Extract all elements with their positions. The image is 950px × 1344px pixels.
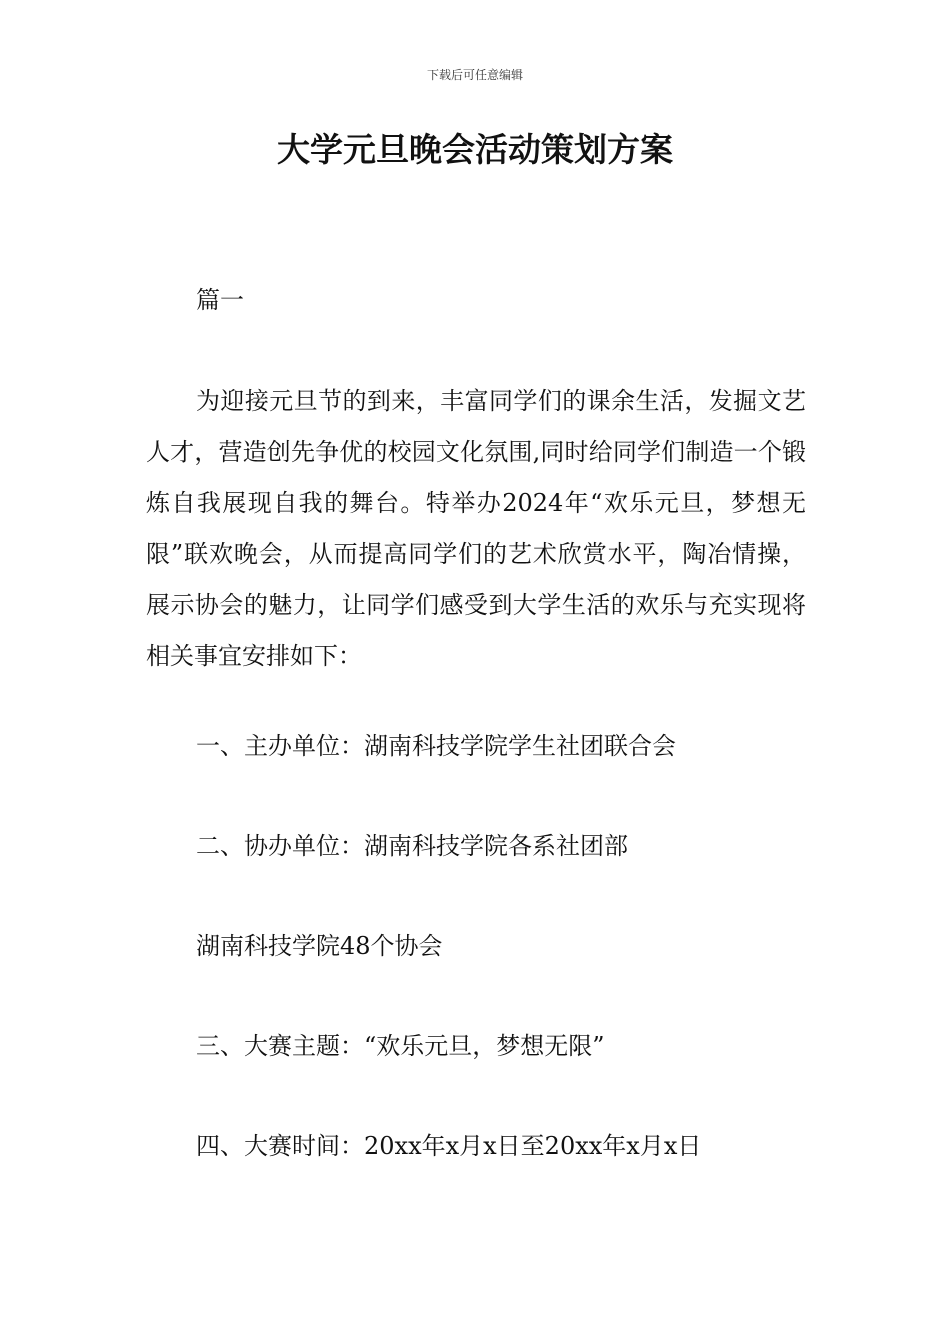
header-note: 下载后可任意编辑 (426, 68, 523, 82)
document-title: 大学元旦晚会活动策划方案 (277, 130, 673, 169)
intro-paragraph: 为迎接元旦节的到来，丰富同学们的课余生活，发掘文艺人才，营造创先争优的校园文化氛围,同时给同学们制造一个锻炼自我展现自我的舞台。特举办2024年“欢乐元旦，梦想无限”联欢晚会，从而提高同学们的艺术欣赏水平，陶冶情操，展示协会的魅力，让同学们感受到大学生活的欢乐与充实现将相关事宜安排如下： (146, 387, 806, 670)
item-time: 四、大赛时间：20xx年x月x日至20xx年x月x日 (196, 1132, 702, 1160)
section-label: 篇一 (196, 286, 244, 314)
item-organizer: 一、主办单位：湖南科技学院学生社团联合会 (196, 732, 676, 760)
item-theme: 三、大赛主题：“欢乐元旦，梦想无限” (196, 1032, 605, 1060)
item-associations: 湖南科技学院48个协会 (196, 932, 443, 960)
item-co-organizer: 二、协办单位：湖南科技学院各系社团部 (196, 832, 628, 860)
